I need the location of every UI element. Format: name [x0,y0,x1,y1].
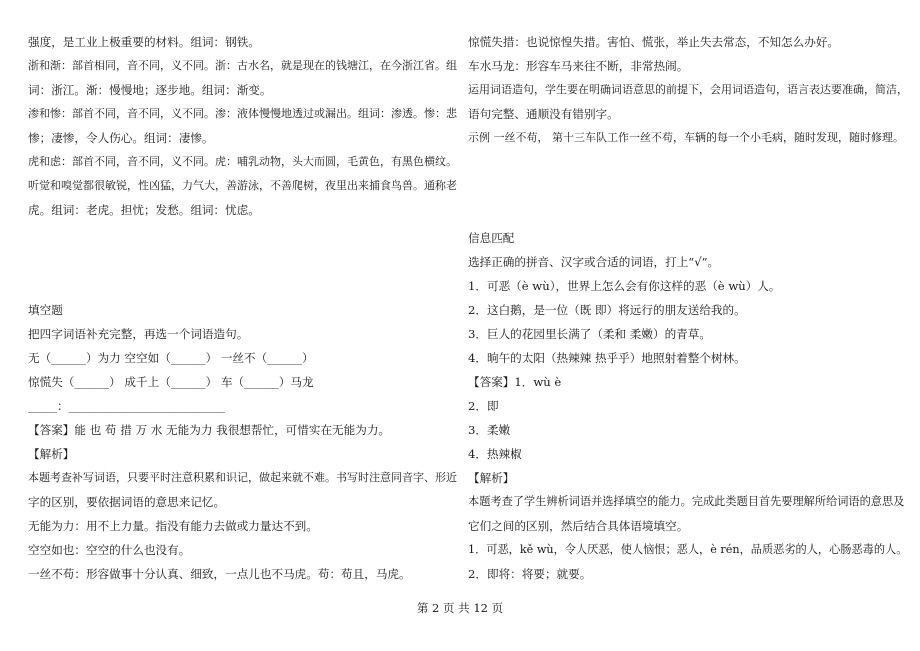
question-item: 1．可恶（è wù），世界上怎么会有你这样的恶（è wù）人。 [468,279,781,293]
analysis-heading: 【解析】 [28,447,75,461]
example-line: 示例 一丝不苟， 第十三车队工作一丝不苟，车辆的每一个小毛病，随时发现，随时修理。 [468,131,904,144]
text-line: 一丝不苟：形容做事十分认真、细致，一点儿也不马虎。苟：苟且，马虎。 [28,567,411,581]
question-item: 4．晌午的太阳（热辣辣 热乎乎）地照射着整个树林。 [468,351,746,365]
sentence-blank: _____：___________________________ [28,399,226,413]
text-line: 它们之间的区别，然后结合具体语境填空。 [468,519,689,533]
section-heading: 填空题 [28,303,63,317]
analysis-heading: 【解析】 [468,471,515,485]
text-line: 听觉和嗅觉都很敏锐，性凶猛，力气大，善游泳，不善爬树，夜里出来捕食鸟兽。通称老 [28,179,457,192]
text-line: 词：浙江。渐：慢慢地；逐步地。组词：渐变。 [28,83,272,97]
text-line: 运用词语造句，学生要在明确词语意思的前提下，会用词语造句，语言表达要准确，简洁， [468,83,908,96]
answer-line: 2．即 [468,399,499,413]
text-line: 浙和渐：部首相同，音不同，义不同。浙：古水名，就是现在的钱塘江，在今浙江省。组 [28,59,457,72]
text-line: 本题考查了学生辨析词语并选择填空的能力。完成此类题目首先要理解所给词语的意思及 [468,495,905,508]
fill-blank-row: 惊慌失（______） 成千上（______） 车（______）马龙 [28,375,314,389]
question-prompt: 把四字词语补充完整，再选一个词语造句。 [28,327,249,341]
question-item: 2．这白鹅，是一位（既 即）将远行的朋友送给我的。 [468,303,746,317]
section-heading: 信息匹配 [468,231,515,245]
page-footer: 第 2 页 共 12 页 [416,601,504,615]
text-line: 无能为力：用不上力量。指没有能力去做或力量达不到。 [28,519,318,533]
text-line: 语句完整、通顺没有错别字。 [468,107,619,121]
fill-blank-row: 无（______）为力 空空如（______） 一丝不（______） [28,351,314,365]
answer-line: 【答案】能 也 苟 措 万 水 无能为力 我很想帮忙，可惜实在无能为力。 [28,423,391,437]
answer-line: 【答案】1．wù è [468,375,562,389]
text-line: 惊慌失措：也说惊惶失措。害怕、慌张，举止失去常态，不知怎么办好。 [468,35,840,49]
text-line: 车水马龙：形容车马来往不断，非常热闹。 [468,59,689,73]
text-line: 本题考查补写词语，只要平时注意积累和识记，做起来就不难。书写时注意同音字、形近 [28,471,457,484]
text-line: 空空如也：空空的什么也没有。 [28,543,191,557]
text-line: 惨；凄惨，令人伤心。组词：凄惨。 [28,131,214,145]
text-line: 虎。组词：老虎。担忧；发愁。组词：忧虑。 [28,203,260,217]
question-prompt: 选择正确的拼音、汉字或合适的词语，打上“√”。 [468,255,720,269]
text-line: 1．可恶，kě wù，令人厌恶，使人恼恨；恶人，è rén，品质恶劣的人，心肠恶毒的人。 [468,543,908,556]
text-line: 字的区别，要依据词语的意思来记忆。 [28,495,226,509]
text-line: 渗和惨：部首不同，音不同，义不同。渗：液体慢慢地透过或漏出。组词：渗透。惨：悲 [28,107,457,120]
text-line: 虎和虑：部首不同，音不同，义不同。虎：哺乳动物，头大而圆，毛黄色，有黑色横纹。 [28,155,457,168]
answer-line: 4．热辣椒 [468,447,522,461]
answer-line: 3．柔嫩 [468,423,511,437]
text-line: 强度，是工业上极重要的材料。组词：钢铁。 [28,35,260,49]
question-item: 3．巨人的花园里长满了（柔和 柔嫩）的青草。 [468,327,711,341]
text-line: 2．即将：将要；就要。 [468,567,592,581]
